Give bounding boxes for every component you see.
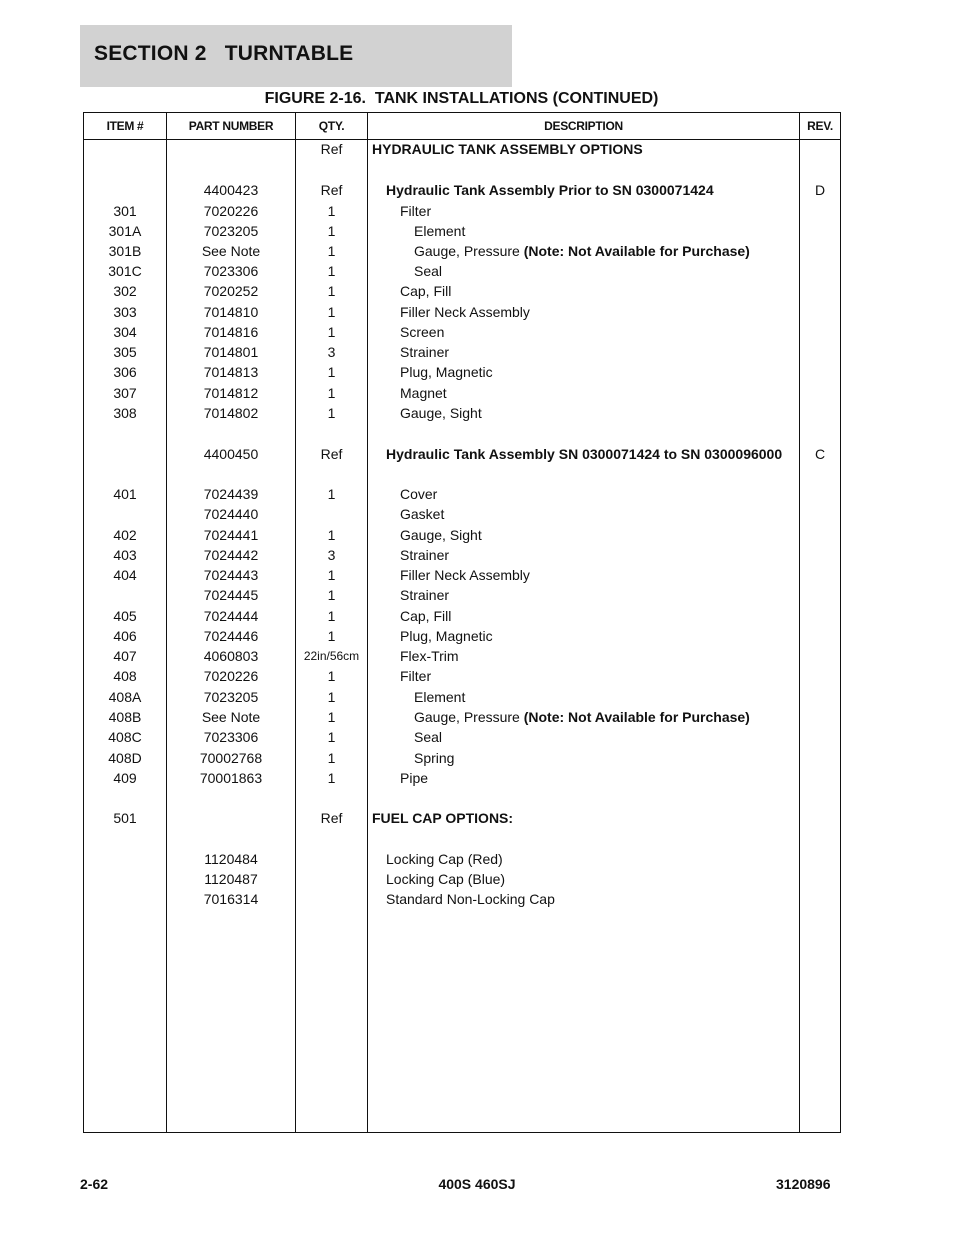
part-number: 1120484 xyxy=(204,851,258,867)
table-row xyxy=(84,504,840,524)
item-number: 404 xyxy=(113,567,137,583)
description-text: Cap, Fill xyxy=(400,608,452,624)
item-number: 403 xyxy=(113,547,137,563)
item-number: 405 xyxy=(113,608,137,624)
part-number: 4400450 xyxy=(203,446,259,462)
part-number: 7023306 xyxy=(203,263,259,279)
table-row xyxy=(84,545,840,565)
description-text: Strainer xyxy=(400,547,450,563)
description-text: Strainer xyxy=(400,344,450,360)
item-number: 305 xyxy=(113,344,137,360)
item-number: 303 xyxy=(113,304,137,320)
description xyxy=(368,849,816,869)
item-number: 408B xyxy=(108,709,142,725)
part-number: 7016314 xyxy=(203,891,259,907)
part-number: 70002768 xyxy=(199,750,263,766)
table-row xyxy=(84,565,840,585)
description-text: Plug, Magnetic xyxy=(400,628,493,644)
description-text: Locking Cap (Red) xyxy=(386,851,503,867)
part-number: 7014816 xyxy=(203,324,259,340)
description xyxy=(368,201,830,221)
quantity: 1 xyxy=(327,263,336,279)
table-row xyxy=(84,444,840,464)
column-header-rev: REV. xyxy=(807,119,833,133)
quantity: 1 xyxy=(327,628,336,644)
column-header-qty: QTY. xyxy=(318,119,345,133)
quantity: 1 xyxy=(327,203,336,219)
description-text: Filler Neck Assembly xyxy=(400,304,530,320)
description-text: Pipe xyxy=(400,770,429,786)
table-row xyxy=(84,808,840,828)
description xyxy=(368,545,830,565)
description xyxy=(368,484,830,504)
description xyxy=(368,504,830,524)
part-number: 7023306 xyxy=(203,729,259,745)
description xyxy=(368,565,830,585)
table-row xyxy=(84,281,840,301)
description xyxy=(368,241,844,261)
part-number: 7024444 xyxy=(203,608,259,624)
quantity: Ref xyxy=(320,446,343,462)
part-number: 7014802 xyxy=(203,405,259,421)
quantity: 1 xyxy=(327,527,336,543)
description-text: Seal xyxy=(414,729,443,745)
section-title: SECTION 2 TURNTABLE xyxy=(94,42,354,65)
table-row xyxy=(84,362,840,382)
column-header-description: DESCRIPTION xyxy=(544,119,623,133)
item-number: 301A xyxy=(108,223,142,239)
quantity: 1 xyxy=(327,608,336,624)
item-number: 406 xyxy=(113,628,137,644)
column-header-item: ITEM # xyxy=(106,119,144,133)
description xyxy=(368,261,844,281)
description-text: Hydraulic Tank Assembly Prior to SN 0300071424 xyxy=(386,182,714,198)
part-number: 7024442 xyxy=(203,547,259,563)
part-number: 7024439 xyxy=(203,486,259,502)
part-number: 7014810 xyxy=(203,304,259,320)
table-row xyxy=(84,666,840,686)
item-number: 307 xyxy=(113,385,137,401)
part-number: 7020226 xyxy=(203,203,259,219)
page-number: 2-62 xyxy=(80,1176,109,1192)
description xyxy=(368,444,816,464)
description xyxy=(368,687,844,707)
document-number: 3120896 xyxy=(776,1176,831,1192)
description xyxy=(368,869,816,889)
model-name: 400S 460SJ xyxy=(438,1176,516,1192)
description-text: Cover xyxy=(400,486,438,502)
table-row xyxy=(84,889,840,909)
quantity: 1 xyxy=(327,750,336,766)
item-number: 407 xyxy=(113,648,137,664)
quantity: 1 xyxy=(327,729,336,745)
column-header-part-number: PART NUMBER xyxy=(188,119,274,133)
description xyxy=(368,302,830,322)
part-number: 7014813 xyxy=(203,364,259,380)
description-text: Filter xyxy=(400,203,432,219)
description xyxy=(368,606,830,626)
table-row xyxy=(84,849,840,869)
table-row xyxy=(84,646,840,666)
description-text: Seal xyxy=(414,263,443,279)
table-row xyxy=(84,241,840,261)
description xyxy=(368,139,802,159)
part-number: 4060803 xyxy=(203,648,259,664)
quantity: 3 xyxy=(327,344,336,360)
part-number: 7024445 xyxy=(203,587,259,603)
table-row xyxy=(84,201,840,221)
description xyxy=(368,585,830,605)
quantity: 1 xyxy=(327,668,336,684)
quantity: 1 xyxy=(327,689,336,705)
item-number: 408C xyxy=(108,729,142,745)
table-row xyxy=(84,869,840,889)
description-text: HYDRAULIC TANK ASSEMBLY OPTIONS xyxy=(372,141,643,157)
description-text: Magnet xyxy=(400,385,447,401)
description-text: Locking Cap (Blue) xyxy=(386,871,506,887)
table-row xyxy=(84,261,840,281)
description xyxy=(368,626,830,646)
quantity: 1 xyxy=(327,709,336,725)
part-number: See Note xyxy=(201,709,261,725)
parts-table xyxy=(83,112,841,1133)
table-row xyxy=(84,484,840,504)
item-number: 408 xyxy=(113,668,137,684)
description-note: (Note: Not Available for Purchase) xyxy=(523,243,750,259)
description-text: Filler Neck Assembly xyxy=(400,567,530,583)
part-number: 7014801 xyxy=(203,344,259,360)
quantity: Ref xyxy=(320,182,343,198)
quantity: 3 xyxy=(327,547,336,563)
table-row xyxy=(84,626,840,646)
table-row xyxy=(84,342,840,362)
description-text: Spring xyxy=(414,750,455,766)
description-note: (Note: Not Available for Purchase) xyxy=(523,709,750,725)
part-number: 7024441 xyxy=(203,527,259,543)
description-text: FUEL CAP OPTIONS: xyxy=(372,810,514,826)
table-row xyxy=(84,180,840,200)
description-text: Cap, Fill xyxy=(400,283,452,299)
description xyxy=(368,666,830,686)
table-row xyxy=(84,606,840,626)
description xyxy=(368,281,830,301)
item-number: 302 xyxy=(113,283,137,299)
quantity: 1 xyxy=(327,770,336,786)
description xyxy=(368,748,844,768)
item-number: 408A xyxy=(108,689,142,705)
item-number: 402 xyxy=(113,527,137,543)
item-number: 301B xyxy=(108,243,142,259)
quantity: Ref xyxy=(320,810,343,826)
table-row xyxy=(84,768,840,788)
quantity: Ref xyxy=(320,141,343,157)
part-number: 7024440 xyxy=(203,506,259,522)
table-row xyxy=(84,139,840,159)
revision: D xyxy=(814,182,826,198)
item-number: 304 xyxy=(113,324,137,340)
description-text: Plug, Magnetic xyxy=(400,364,493,380)
part-number: 7023205 xyxy=(203,223,259,239)
table-row xyxy=(84,525,840,545)
description-text: Flex-Trim xyxy=(400,648,459,664)
description xyxy=(368,342,830,362)
description-text: Element xyxy=(414,689,466,705)
description-text: Gauge, Pressure xyxy=(414,243,520,259)
description xyxy=(368,221,844,241)
description xyxy=(368,525,830,545)
table-row xyxy=(84,707,840,727)
revision: C xyxy=(814,446,826,462)
part-number: 7024443 xyxy=(203,567,259,583)
description-text: Gauge, Sight xyxy=(400,405,482,421)
quantity: 1 xyxy=(327,304,336,320)
quantity: 1 xyxy=(327,243,336,259)
part-number: 7023205 xyxy=(203,689,259,705)
description-text: Gauge, Pressure xyxy=(414,709,520,725)
description xyxy=(368,808,802,828)
item-number: 308 xyxy=(113,405,137,421)
description-text: Filter xyxy=(400,668,432,684)
table-row xyxy=(84,403,840,423)
quantity: 22in/56cm xyxy=(303,649,360,663)
description-text: Screen xyxy=(400,324,445,340)
quantity: 1 xyxy=(327,486,336,502)
description-text: Hydraulic Tank Assembly SN 0300071424 to SN 0300096000 xyxy=(386,446,783,462)
part-number: 7020252 xyxy=(203,283,259,299)
quantity: 1 xyxy=(327,385,336,401)
description-text: Strainer xyxy=(400,587,450,603)
description xyxy=(368,383,830,403)
item-number: 301 xyxy=(113,203,137,219)
table-row xyxy=(84,221,840,241)
part-number: 4400423 xyxy=(203,182,259,198)
quantity: 1 xyxy=(327,324,336,340)
quantity: 1 xyxy=(327,587,336,603)
item-number: 306 xyxy=(113,364,137,380)
description xyxy=(368,180,816,200)
part-number: 70001863 xyxy=(199,770,263,786)
table-row xyxy=(84,302,840,322)
table-row xyxy=(84,383,840,403)
table-row xyxy=(84,322,840,342)
quantity: 1 xyxy=(327,567,336,583)
part-number: 7020226 xyxy=(203,668,259,684)
quantity: 1 xyxy=(327,405,336,421)
part-number: 7024446 xyxy=(203,628,259,644)
description-text: Element xyxy=(414,223,466,239)
description-text: Standard Non-Locking Cap xyxy=(386,891,555,907)
description xyxy=(368,768,830,788)
item-number: 401 xyxy=(113,486,137,502)
description xyxy=(368,707,844,727)
description xyxy=(368,403,830,423)
part-number: 7014812 xyxy=(203,385,259,401)
part-number: See Note xyxy=(201,243,261,259)
quantity: 1 xyxy=(327,223,336,239)
table-row xyxy=(84,687,840,707)
table-row xyxy=(84,748,840,768)
description-text: Gauge, Sight xyxy=(400,527,482,543)
figure-title: FIGURE 2-16. TANK INSTALLATIONS (CONTINUED) xyxy=(264,90,659,107)
description xyxy=(368,646,830,666)
description-text: Gasket xyxy=(400,506,445,522)
description xyxy=(368,322,830,342)
description xyxy=(368,889,816,909)
quantity: 1 xyxy=(327,364,336,380)
description xyxy=(368,362,830,382)
table-row xyxy=(84,585,840,605)
quantity: 1 xyxy=(327,283,336,299)
item-number: 301C xyxy=(108,263,142,279)
table-row xyxy=(84,727,840,747)
section-banner xyxy=(80,25,512,87)
item-number: 501 xyxy=(113,810,137,826)
part-number: 1120487 xyxy=(204,871,258,887)
item-number: 409 xyxy=(113,770,137,786)
item-number: 408D xyxy=(108,750,142,766)
description xyxy=(368,727,844,747)
